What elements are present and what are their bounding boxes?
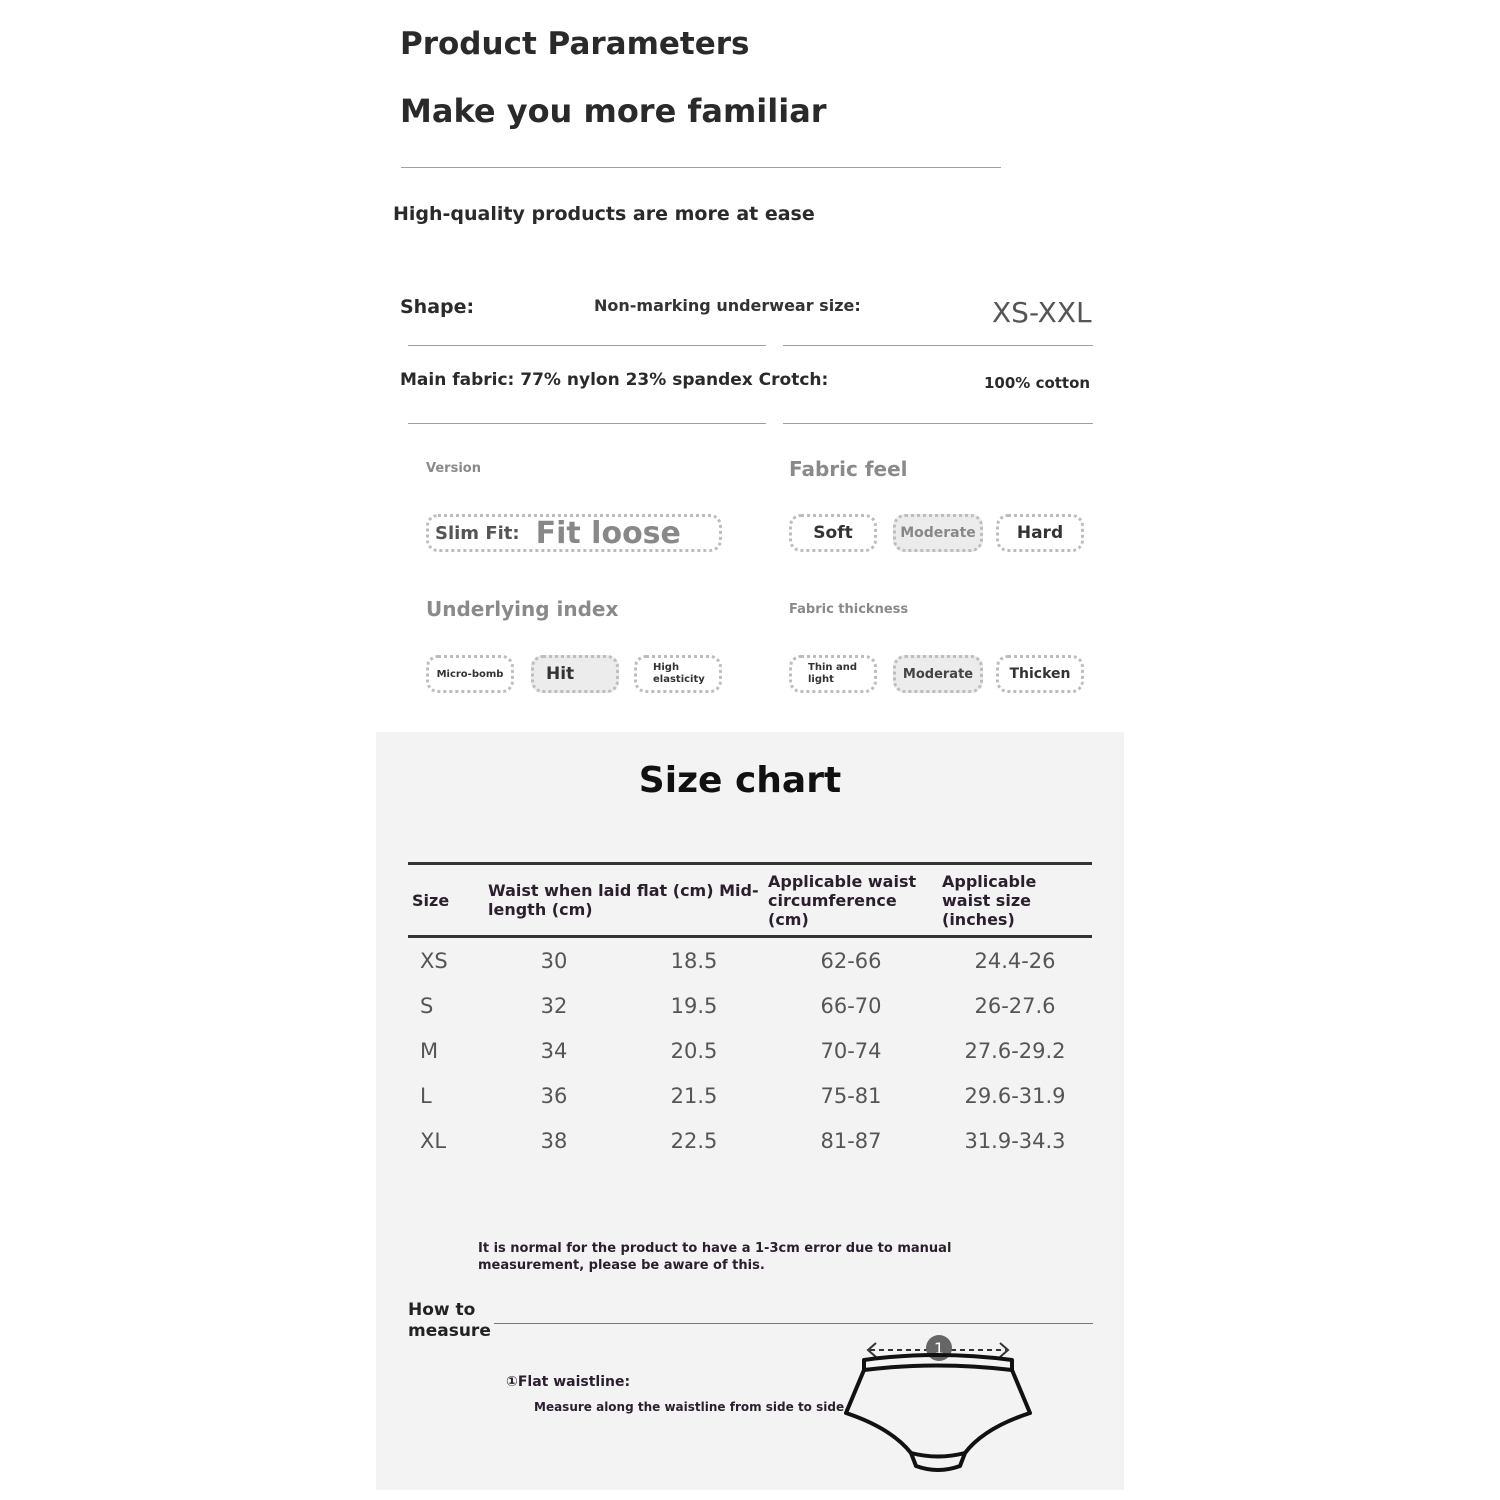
cell-size: L	[420, 1083, 432, 1108]
thickness-option-thin-light: Thin and light	[789, 655, 877, 693]
size-chart-panel	[376, 732, 1124, 1490]
header-divider	[401, 167, 1001, 168]
params-divider-right-1	[783, 345, 1093, 346]
measure-marker: 1	[933, 1339, 945, 1358]
cell-waist-inches: 24.4-26	[974, 948, 1056, 973]
cell-waist-flat: 36	[540, 1083, 568, 1108]
underlying-option-high-elasticity: High elasticity	[634, 655, 722, 693]
measure-heading	[408, 1300, 491, 1342]
table-row	[408, 983, 1092, 1028]
params-divider-left-1	[408, 345, 766, 346]
header-size: Size	[412, 890, 450, 910]
cell-size: M	[420, 1038, 439, 1063]
fabric-feel-label: Fabric feel	[789, 457, 908, 481]
cell-waist-circumference: 75-81	[820, 1083, 882, 1108]
cell-waist-circumference: 70-74	[820, 1038, 882, 1063]
fabric-feel-option-soft: Soft	[789, 514, 877, 552]
table-row	[408, 937, 1092, 984]
table-row	[408, 1118, 1092, 1163]
header-waist-inches: Applicable waist size (inches)	[942, 871, 1037, 929]
fabric-feel-option-moderate: Moderate	[893, 514, 983, 552]
measure-heading-line1: How to	[408, 1300, 476, 1320]
version-label: Version	[426, 461, 481, 476]
underlying-option-micro-bomb: Micro-bomb	[426, 655, 514, 693]
version-value: Fit loose	[535, 515, 681, 551]
underwear-diagram	[836, 1328, 1036, 1478]
header-waist-flat-mid-length: Waist when laid flat (cm) Mid-length (cm)	[488, 881, 759, 919]
cell-waist-flat: 34	[540, 1038, 568, 1063]
page-subtitle: Make you more familiar	[400, 92, 827, 130]
size-table	[408, 862, 1092, 1163]
params-divider-left-2	[408, 423, 766, 424]
cell-size: XL	[420, 1128, 447, 1153]
size-label: Non-marking underwear size:	[594, 296, 861, 315]
cell-mid-length: 18.5	[670, 948, 718, 973]
fabric-label: Main fabric: 77% nylon 23% spandex Crotch:	[400, 370, 829, 390]
size-table-header	[408, 864, 1092, 937]
shape-label: Shape:	[400, 296, 475, 318]
thickness-option-moderate: Moderate	[893, 655, 983, 693]
cell-waist-circumference: 66-70	[820, 993, 882, 1018]
table-row	[408, 1028, 1092, 1073]
thickness-option-thicken: Thicken	[996, 655, 1084, 693]
cell-mid-length: 22.5	[670, 1128, 718, 1153]
tagline: High-quality products are more at ease	[393, 203, 815, 225]
cell-waist-inches: 26-27.6	[974, 993, 1056, 1018]
version-box	[426, 514, 722, 552]
version-prefix: Slim Fit:	[435, 522, 520, 544]
page-title: Product Parameters	[400, 26, 750, 62]
measurement-note: It is normal for the product to have a 1-3cm error due to manual measurement, please be aware of this.	[478, 1241, 952, 1273]
underlying-option-hit: Hit	[531, 655, 619, 693]
cell-waist-flat: 38	[540, 1128, 568, 1153]
cell-size: XS	[420, 948, 448, 973]
fabric-thickness-label: Fabric thickness	[789, 602, 909, 617]
size-chart-title: Size chart	[638, 760, 842, 801]
underlying-index-label: Underlying index	[426, 597, 619, 621]
step-description: Measure along the waistline from side to side.	[534, 1400, 849, 1414]
cell-waist-flat: 32	[540, 993, 568, 1018]
fabric-feel-option-hard: Hard	[996, 514, 1084, 552]
cell-waist-flat: 30	[540, 948, 568, 973]
size-value: XS-XXL	[992, 296, 1092, 329]
cell-mid-length: 19.5	[670, 993, 718, 1018]
step-title: ①Flat waistline:	[506, 1374, 631, 1390]
cell-size: S	[420, 993, 434, 1018]
cell-waist-inches: 31.9-34.3	[964, 1128, 1066, 1153]
header-waist-circumference: Applicable waist circumference (cm)	[768, 871, 917, 929]
measure-heading-line2: measure	[408, 1321, 491, 1341]
cell-mid-length: 20.5	[670, 1038, 718, 1063]
size-table-body	[408, 937, 1092, 1164]
cell-waist-inches: 27.6-29.2	[964, 1038, 1066, 1063]
cell-waist-inches: 29.6-31.9	[964, 1083, 1066, 1108]
measure-divider	[494, 1323, 1093, 1324]
table-row	[408, 1073, 1092, 1118]
crotch-value: 100% cotton	[984, 374, 1091, 392]
cell-waist-circumference: 81-87	[820, 1128, 882, 1153]
underwear-icon	[846, 1355, 1030, 1470]
params-divider-right-2	[783, 423, 1093, 424]
cell-waist-circumference: 62-66	[820, 948, 882, 973]
cell-mid-length: 21.5	[670, 1083, 718, 1108]
